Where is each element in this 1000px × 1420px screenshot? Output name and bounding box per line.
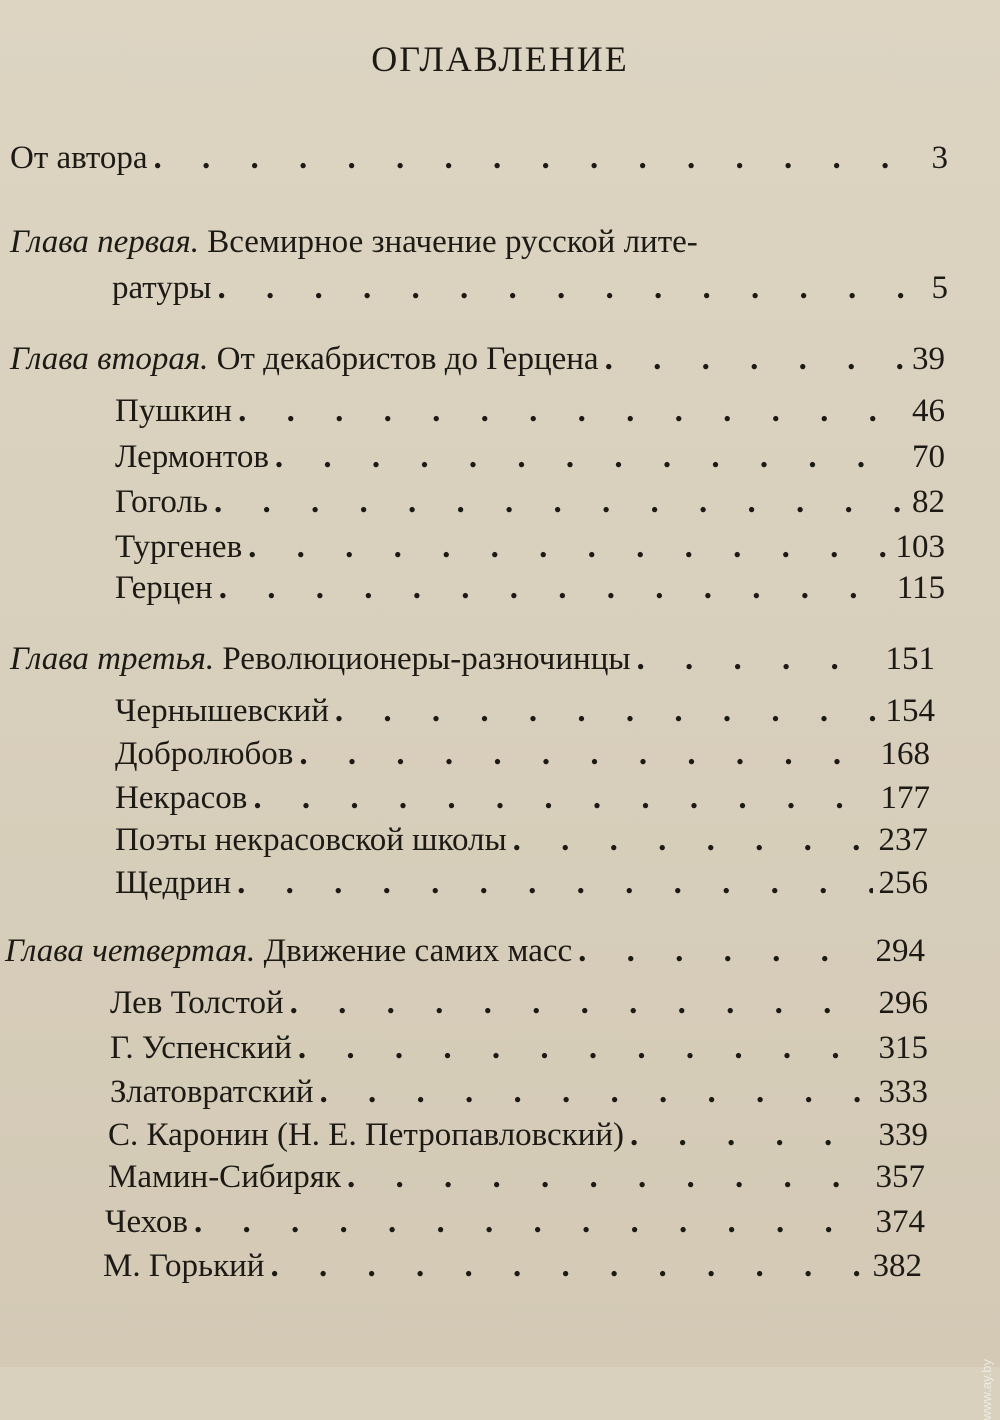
entry-title: От автора (10, 140, 148, 176)
page-number: 333 (878, 1074, 928, 1110)
toc-entry (110, 1030, 928, 1067)
page-number: 82 (912, 484, 945, 520)
chapter-prefix: Глава первая. (10, 224, 199, 260)
page-number: 3 (931, 140, 948, 176)
page-number: 46 (912, 393, 945, 429)
toc-entry (115, 780, 930, 817)
entry-title: Пушкин (115, 393, 233, 429)
entry-title: Движение самих масс (263, 933, 573, 969)
page-number: 115 (896, 570, 945, 606)
entry-title: Герцен (115, 570, 213, 606)
entry-title: Чехов (105, 1204, 188, 1240)
dot-leader (275, 439, 906, 476)
page-number: 5 (931, 270, 948, 306)
entry-title: С. Каронин (Н. Е. Петропавловский) (108, 1117, 625, 1153)
toc-entry (5, 933, 925, 970)
toc-entry (115, 393, 945, 430)
toc-chapter-heading (10, 224, 698, 261)
entry-title: Г. Успенский (110, 1030, 292, 1066)
toc-entry (115, 529, 945, 566)
entry-title: Добролюбов (115, 736, 294, 772)
page-number: 70 (912, 439, 945, 475)
toc-entry (115, 439, 945, 476)
page-number: 382 (872, 1248, 922, 1284)
chapter-prefix: Глава четвертая. (5, 933, 256, 969)
page-number: 294 (875, 933, 925, 969)
toc-entry (108, 1117, 928, 1154)
entry-title: М. Горький (103, 1248, 265, 1284)
entry-title: ратуры (112, 270, 212, 306)
toc-entry (10, 641, 935, 678)
entry-title: Мамин-Сибиряк (108, 1159, 342, 1195)
chapter-prefix: Глава вторая. (10, 341, 209, 377)
toc-entry (105, 1204, 925, 1241)
toc-entry (110, 1074, 928, 1111)
dot-leader (270, 1248, 866, 1285)
page-number: 296 (878, 985, 928, 1021)
dot-leader (630, 1117, 872, 1154)
dot-leader (238, 393, 906, 430)
dot-leader (513, 822, 873, 859)
entry-title: Лермонтов (115, 439, 269, 475)
page-number: 103 (895, 529, 945, 565)
toc-entry (115, 693, 935, 730)
page-number: 39 (912, 341, 945, 377)
page-number: 357 (875, 1159, 925, 1195)
page-number: 256 (878, 865, 928, 901)
toc-entry (108, 1159, 925, 1196)
page-number: 151 (885, 641, 935, 677)
dot-leader (320, 1074, 873, 1111)
dot-leader (217, 270, 925, 307)
entry-title: Гоголь (115, 484, 208, 520)
page-number: 168 (880, 736, 930, 772)
toc-entry (103, 1248, 922, 1285)
dot-leader (214, 484, 906, 521)
page-number: 339 (878, 1117, 928, 1153)
dot-leader (290, 985, 873, 1022)
dot-leader (299, 736, 874, 773)
entry-title: Лев Толстой (110, 985, 284, 1021)
dot-leader (605, 341, 906, 378)
entry-title: Чернышевский (115, 693, 329, 729)
toc-entry (115, 736, 930, 773)
entry-title: От декабристов до Герцена (216, 341, 599, 377)
dot-leader (298, 1030, 873, 1067)
page-number: 374 (875, 1204, 925, 1240)
dot-leader (578, 933, 869, 970)
dot-leader (253, 780, 874, 817)
dot-leader (219, 570, 891, 607)
dot-leader (154, 140, 926, 177)
toc-entry (115, 484, 945, 521)
dot-leader (194, 1204, 870, 1241)
toc-entry (115, 865, 928, 902)
entry-title: Щедрин (115, 865, 232, 901)
entry-title: Златовратский (110, 1074, 314, 1110)
page-number: 237 (878, 822, 928, 858)
entry-title: Некрасов (115, 780, 248, 816)
toc-entry (112, 270, 948, 307)
toc-entry (10, 341, 945, 378)
page-number: 177 (880, 780, 930, 816)
entry-title: Революционеры-разночинцы (222, 641, 631, 677)
watermark: www.ay.by (979, 1359, 994, 1420)
toc-entry (115, 570, 945, 607)
entry-title: Поэты некрасовской школы (115, 822, 507, 858)
toc-entry (110, 985, 928, 1022)
toc-entry (10, 140, 948, 177)
entry-title: Тургенев (115, 529, 243, 565)
contents-heading: ОГЛАВЛЕНИЕ (371, 39, 629, 79)
entry-title: Всемирное значение русской лите- (207, 224, 698, 260)
page-number: 154 (885, 693, 935, 729)
page-number: 315 (878, 1030, 928, 1066)
dot-leader (335, 693, 880, 730)
dot-leader (237, 865, 872, 902)
chapter-prefix: Глава третья. (10, 641, 215, 677)
dot-leader (248, 529, 889, 566)
dot-leader (347, 1159, 869, 1196)
dot-leader (637, 641, 880, 678)
toc-entry (115, 822, 928, 859)
